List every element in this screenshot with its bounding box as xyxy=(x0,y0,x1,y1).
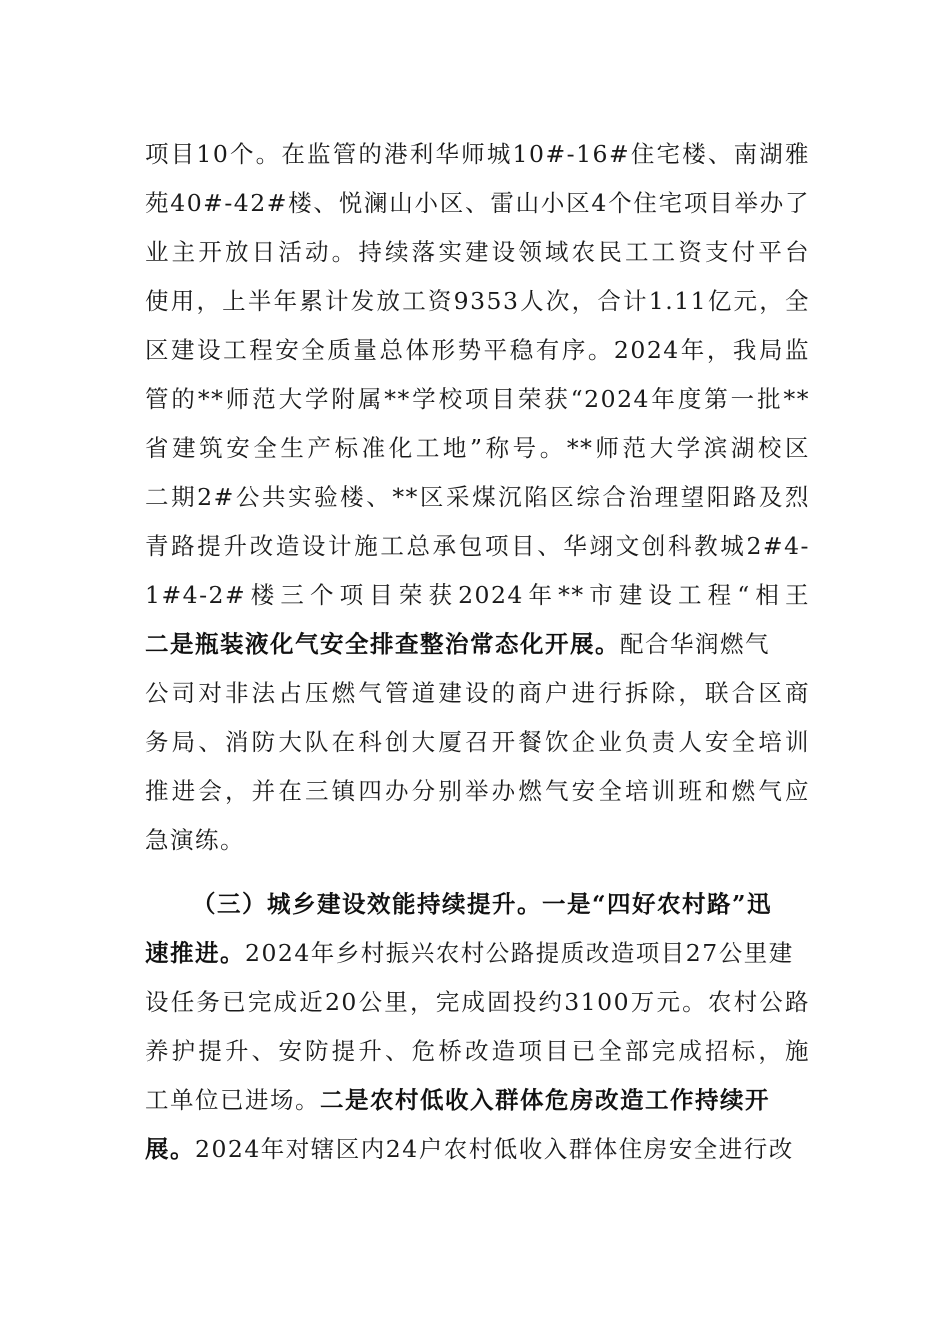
text-line: 急演练。 xyxy=(145,826,245,854)
text-line: 推进会，并在三镇四办分别举办燃气安全培训班和燃气应 xyxy=(145,777,810,805)
text-run: 工单位已进场。 xyxy=(145,1086,320,1114)
text-line: 公司对非法占压燃气管道建设的商户进行拆除，联合区商 xyxy=(145,679,810,707)
paragraph-urban-rural xyxy=(145,880,810,1174)
text-line: 设任务已完成近20公里，完成固投约3100万元。农村公路 xyxy=(145,988,810,1016)
section-heading-line xyxy=(145,880,810,929)
text-line: 苑40#-42#楼、悦澜山小区、雷山小区4个住宅项目举办了 xyxy=(145,189,810,217)
text-run: 2024年对辖区内24户农村低收入群体住房安全进行改 xyxy=(195,1135,794,1163)
text-line xyxy=(145,929,810,978)
text-line: 1#4-2#楼三个项目荣获2024年**市建设工程“相王 xyxy=(145,581,810,609)
text-line xyxy=(145,620,810,669)
text-line: 养护提升、安防提升、危桥改造项目已全部完成招标，施 xyxy=(145,1037,810,1065)
text-run: 配合华润燃气 xyxy=(620,630,770,658)
text-line: 区建设工程安全质量总体形势平稳有序。2024年，我局监 xyxy=(145,336,810,364)
section-heading: （三）城乡建设效能持续提升。一是“四好农村路”迅 xyxy=(192,890,773,918)
text-line: 项目10个。在监管的港利华师城10#-16#住宅楼、南湖雅 xyxy=(145,140,810,168)
paragraph-spacer xyxy=(145,865,810,880)
text-line: 使用，上半年累计发放工资9353人次，合计1.11亿元，全 xyxy=(145,287,810,315)
bold-heading-housing-cont: 展。 xyxy=(145,1135,195,1163)
bold-heading-lpg: 二是瓶装液化气安全排查整治常态化开展。 xyxy=(145,630,620,658)
text-run: 2024年乡村振兴农村公路提质改造项目27公里建 xyxy=(245,939,794,967)
text-line: 二期2#公共实验楼、**区采煤沉陷区综合治理望阳路及烈 xyxy=(145,483,810,511)
text-line: 业主开放日活动。持续落实建设领域农民工工资支付平台 xyxy=(145,238,810,266)
text-line: 省建筑安全生产标准化工地”称号。**师范大学滨湖校区 xyxy=(145,434,810,462)
bold-heading-housing: 二是农村低收入群体危房改造工作持续开 xyxy=(320,1086,770,1114)
bold-heading-roads: 速推进。 xyxy=(145,939,245,967)
text-line xyxy=(145,1125,810,1174)
text-line: 务局、消防大队在科创大厦召开餐饮企业负责人安全培训 xyxy=(145,728,810,756)
body-text xyxy=(145,130,810,1174)
text-line: 管的**师范大学附属**学校项目荣获“2024年度第一批** xyxy=(145,385,810,413)
paragraph-construction-safety xyxy=(145,130,810,865)
text-line: 青路提升改造设计施工总承包项目、华翊文创科教城2#4- xyxy=(145,532,810,560)
text-line xyxy=(145,1076,810,1125)
